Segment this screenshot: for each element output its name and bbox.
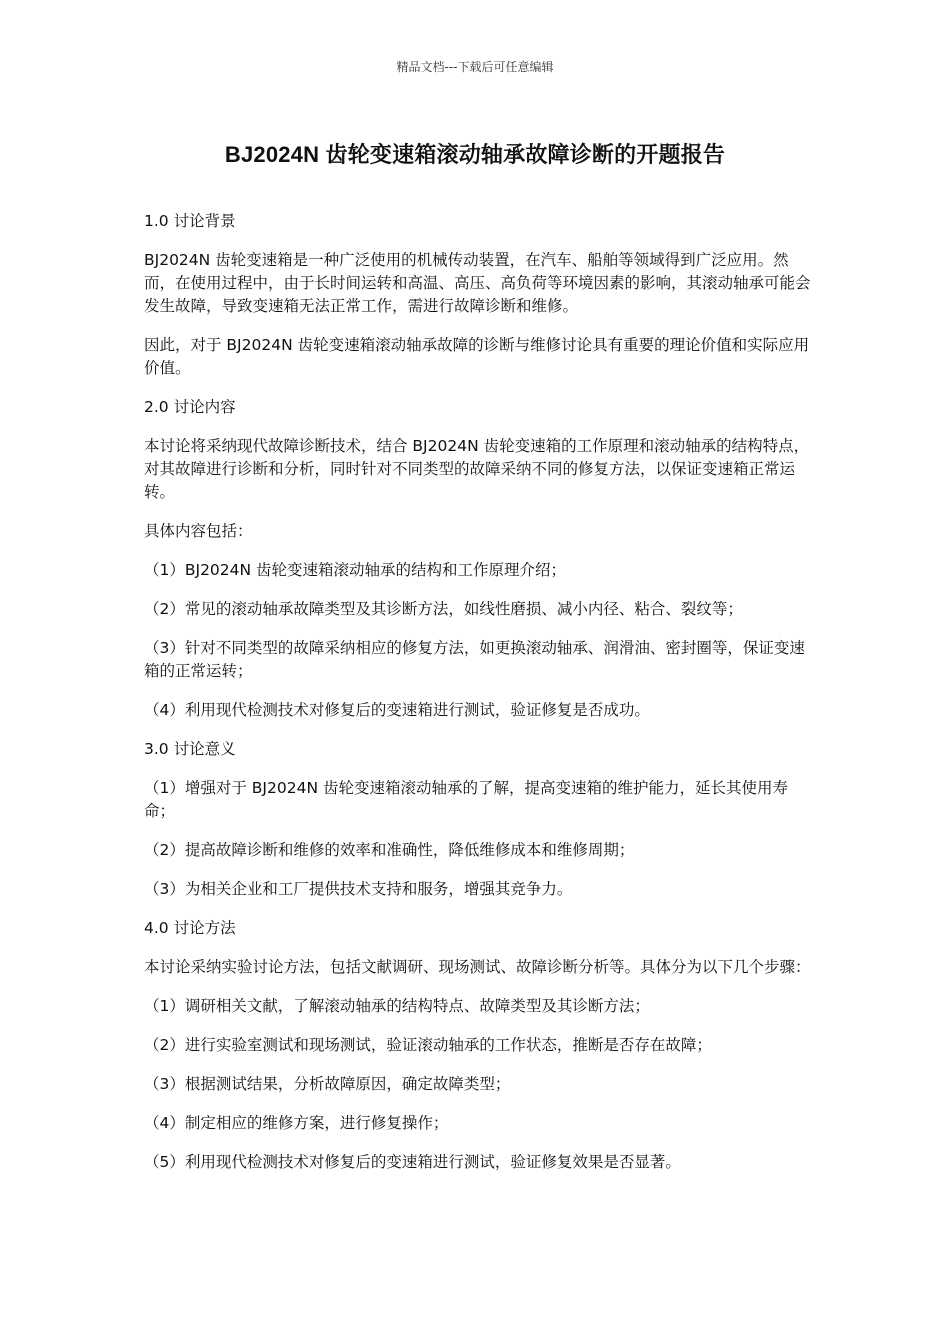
list-item-content-4: （4）利用现代检测技术对修复后的变速箱进行测试，验证修复是否成功。 — [144, 701, 650, 719]
paragraph-content-list-intro: 具体内容包括： — [144, 522, 253, 540]
paragraph-background-1: BJ2024N 齿轮变速箱是一种广泛使用的机械传动装置，在汽车、船舶等领域得到广泛应用。然而，在使用过程中，由于长时间运转和高温、高压、高负荷等环境因素的影响，其滚动轴承可能会发生故障，导致变速箱无法正常工作，需进行故障诊断和维修。 — [144, 251, 811, 315]
paragraph-method-intro: 本讨论采纳实验讨论方法，包括文献调研、现场测试、故障诊断分析等。具体分为以下几个步骤： — [144, 958, 811, 976]
section-heading-content: 2.0 讨论内容 — [144, 398, 236, 416]
header-note: 精品文档---下载后可任意编辑 — [396, 60, 554, 74]
paragraph-background-2: 因此，对于 BJ2024N 齿轮变速箱滚动轴承故障的诊断与维修讨论具有重要的理论价值和实际应用价值。 — [144, 336, 810, 377]
list-item-content-3: （3）针对不同类型的故障采纳相应的修复方法，如更换滚动轴承、润滑油、密封圈等，保证变速箱的正常运转； — [144, 639, 805, 680]
document-body — [144, 210, 814, 1190]
list-item-significance-3: （3）为相关企业和工厂提供技术支持和服务，增强其竞争力。 — [144, 880, 573, 898]
list-item-significance-1: （1）增强对于 BJ2024N 齿轮变速箱滚动轴承的了解，提高变速箱的维护能力，延长其使用寿命； — [144, 779, 788, 820]
list-item-method-2: （2）进行实验室测试和现场测试，验证滚动轴承的工作状态，推断是否存在故障； — [144, 1036, 712, 1054]
paragraph-content-intro: 本讨论将采纳现代故障诊断技术，结合 BJ2024N 齿轮变速箱的工作原理和滚动轴承的结构特点，对其故障进行诊断和分析，同时针对不同类型的故障采纳不同的修复方法，以保证变速箱正常运转。 — [144, 437, 810, 501]
list-item-content-2: （2）常见的滚动轴承故障类型及其诊断方法，如线性磨损、减小内径、粘合、裂纹等； — [144, 600, 743, 618]
list-item-method-5: （5）利用现代检测技术对修复后的变速箱进行测试，验证修复效果是否显著。 — [144, 1153, 681, 1171]
section-heading-significance: 3.0 讨论意义 — [144, 740, 236, 758]
list-item-content-1: （1）BJ2024N 齿轮变速箱滚动轴承的结构和工作原理介绍； — [144, 561, 567, 579]
list-item-method-1: （1）调研相关文献，了解滚动轴承的结构特点、故障类型及其诊断方法； — [144, 997, 650, 1015]
section-heading-background: 1.0 讨论背景 — [144, 212, 236, 230]
page-title: BJ2024N 齿轮变速箱滚动轴承故障诊断的开题报告 — [224, 142, 726, 167]
section-heading-method: 4.0 讨论方法 — [144, 919, 236, 937]
list-item-method-3: （3）根据测试结果，分析故障原因，确定故障类型； — [144, 1075, 511, 1093]
list-item-significance-2: （2）提高故障诊断和维修的效率和准确性，降低维修成本和维修周期； — [144, 841, 635, 859]
list-item-method-4: （4）制定相应的维修方案，进行修复操作； — [144, 1114, 449, 1132]
